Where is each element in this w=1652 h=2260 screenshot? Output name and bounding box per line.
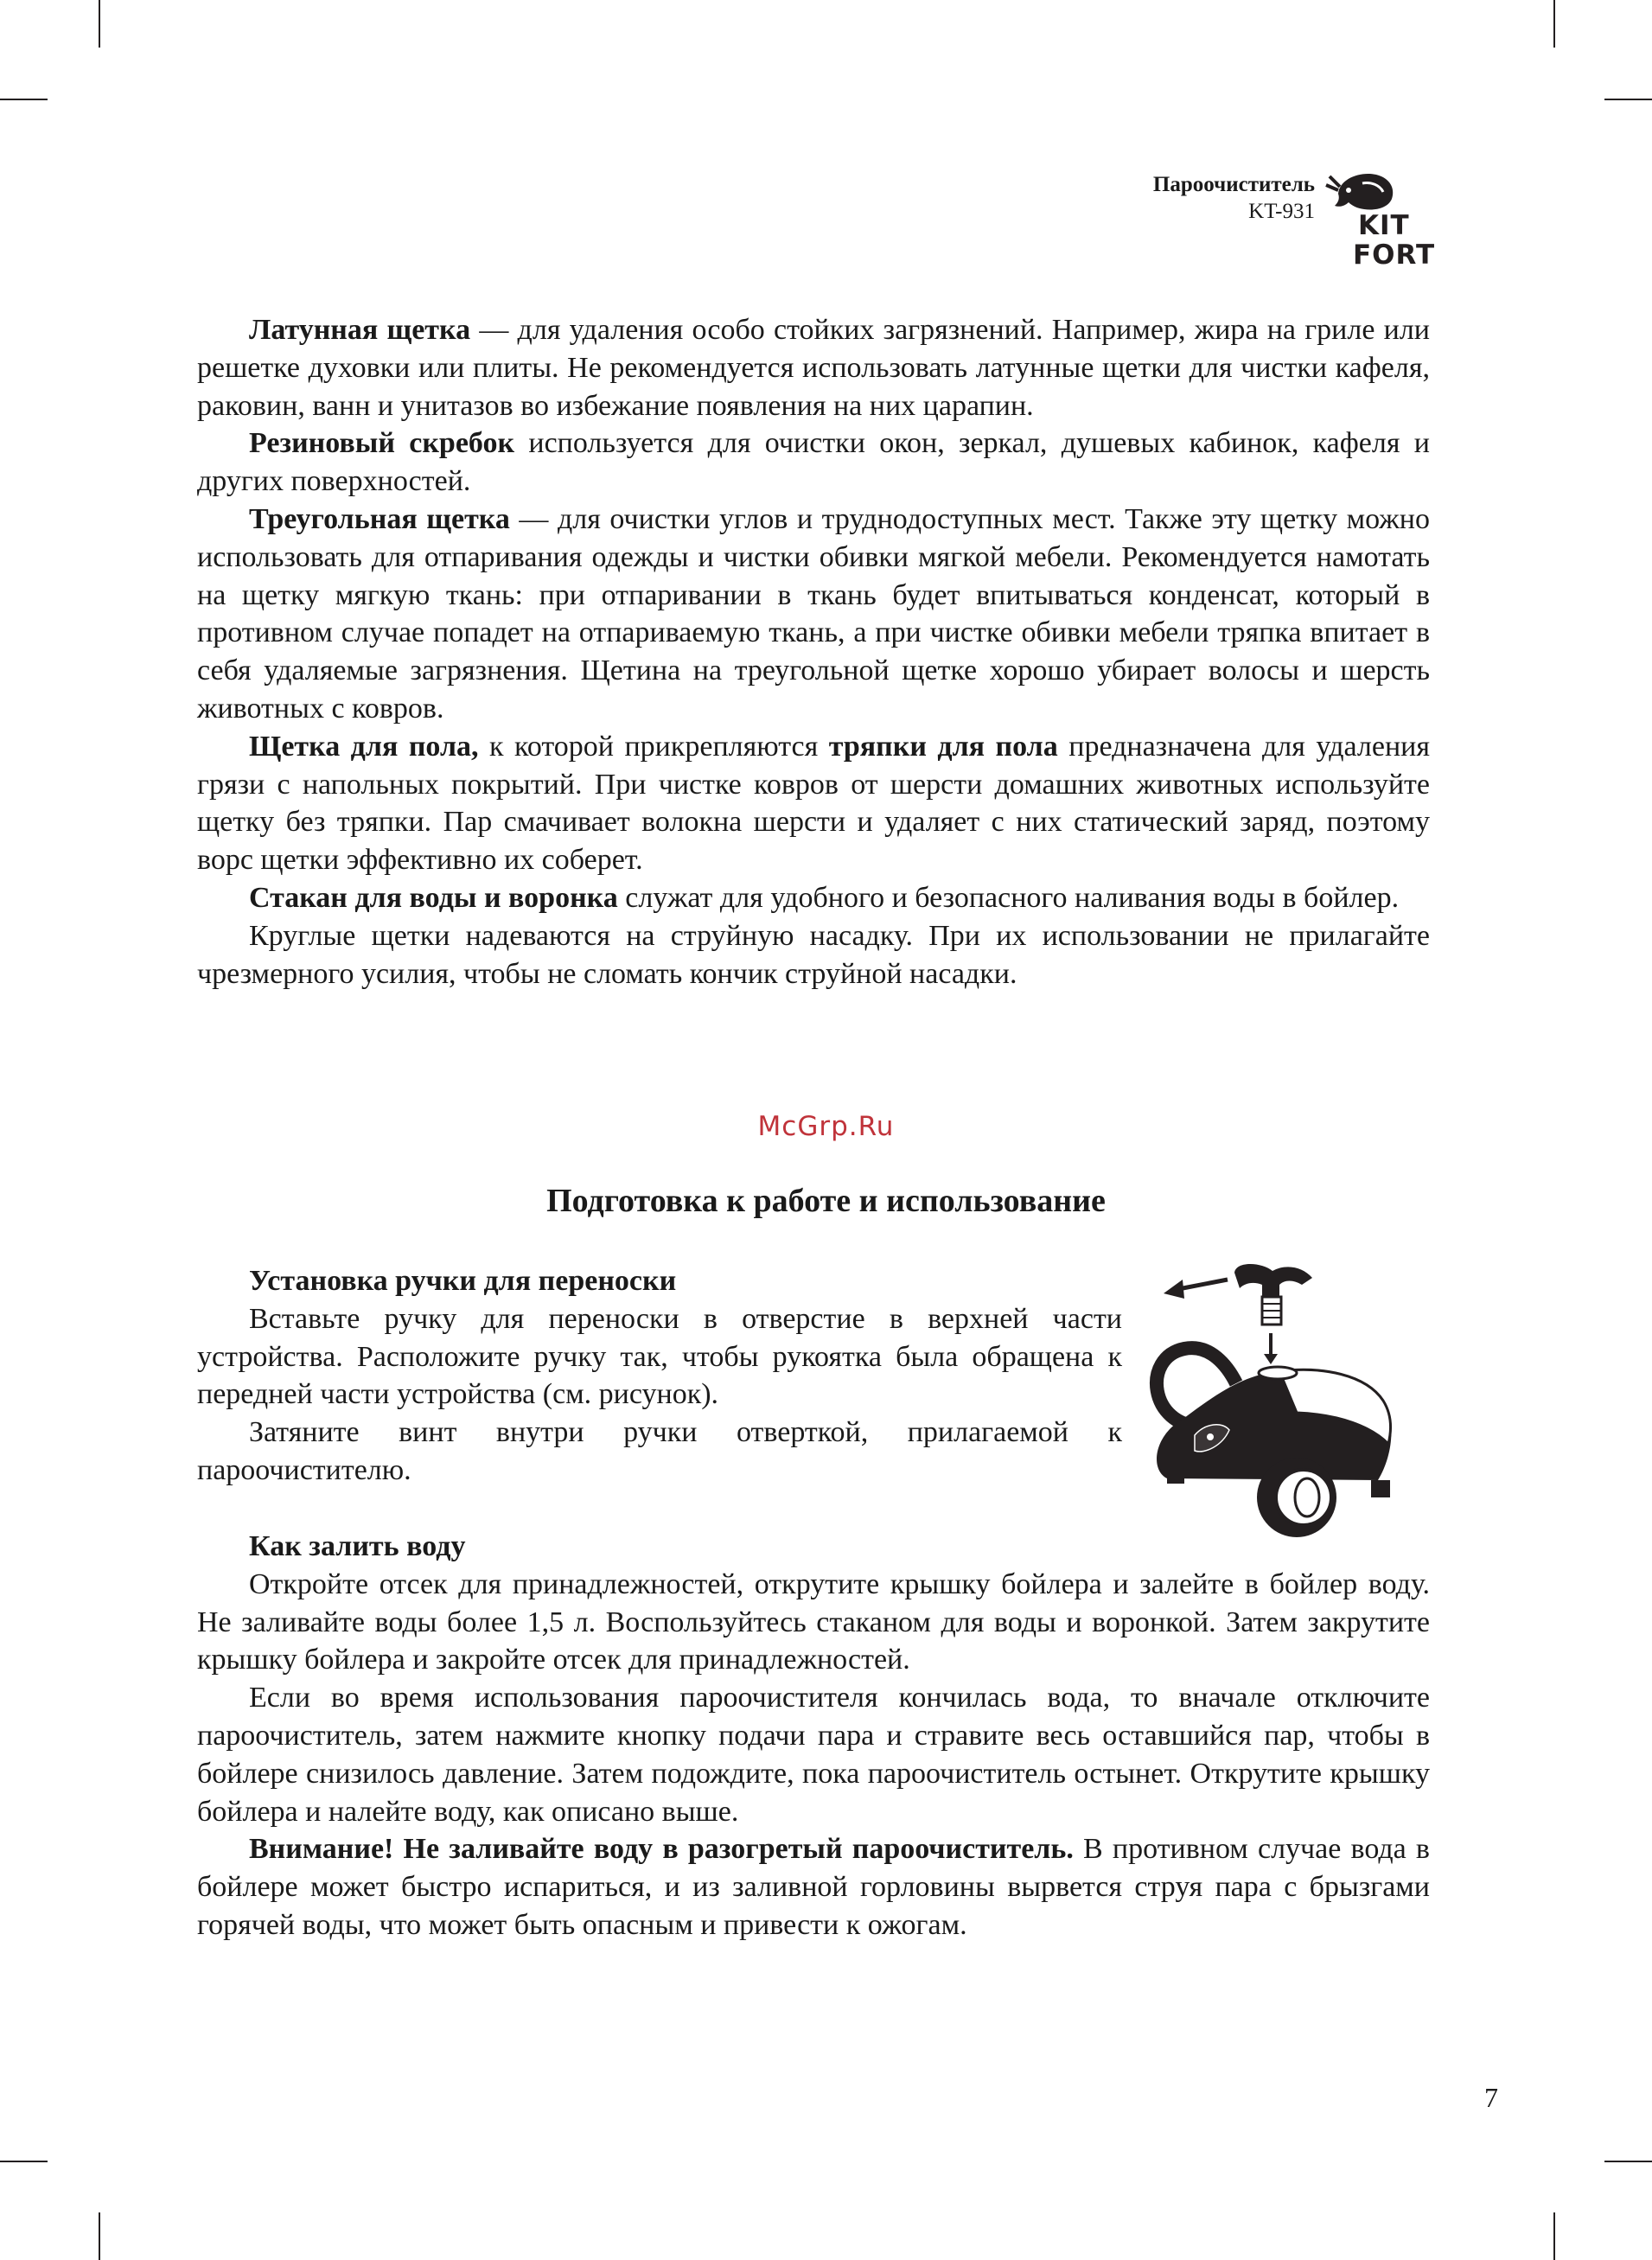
bold-term: Треугольная щетка [249,502,510,535]
page-number: 7 [1484,2082,1498,2113]
crop-mark [0,99,48,100]
text-run: служат для удобного и безопасного наливания воды в бойлер. [617,881,1400,914]
header-product: Пароочиститель [1152,173,1315,196]
page-header [1153,171,1315,226]
text-run: предназначена для удаления грязи с напольных покрытий. При чистке ковров от шерсти домашних животных используйте щетку без тряпки. Пар смачивает волокна шерсти и удаляет с них статический заряд, поэтому ворс щетки эффективно их соберет. [197,730,1431,877]
crop-mark [99,2212,100,2260]
crop-mark [99,0,100,48]
paragraph [197,425,1430,501]
water-paragraphs [197,1566,1430,1944]
watermark[interactable]: McGrp.Ru [757,1111,895,1142]
water-heading: Как залить воду [249,1530,466,1562]
logo-line-1: KIT [1358,210,1410,241]
bold-term: Резиновый скребок [249,427,515,460]
bold-term: тряпки для пола [828,730,1058,763]
crop-mark [1553,0,1555,48]
text-run: используется для очистки окон, зеркал, душевых кабинок, кафеля и других поверхностей. [197,427,1430,498]
text-run: Откройте отсек для принадлежностей, открутите крышку бойлера и залейте в бойлер воду. Не заливайте воды более 1,5 л. Воспользуйтесь стаканом для воды и воронкой. Затем закрутите крышку бойлера и закройте отсек для принадлежностей. [197,1567,1430,1676]
crop-mark [0,2161,48,2162]
intro-text [197,311,1430,993]
text-run: — для очистки углов и труднодоступных мест. Также эту щетку можно использовать для отпаривания одежды и чистки обивки мягкой мебели. Рекомендуется намотать на щетку мягкую ткань: при отпаривании в ткань будет впитываться конденсат, который в противном случае попадет на отпариваемую ткань, а при чистке обивки мебели тряпка впитает в себя удаляемые загрязнения. Щетина на треугольной щетке хорошо убирает волосы и шерсть животных с ковров. [197,502,1430,725]
paragraph [197,728,1430,879]
paragraph [197,501,1430,728]
text-run: В противном случае вода в бойлере может быстро испариться, и из заливной горловины вырвется струя пара с брызгами горячей воды, что может быть опасным и привести к ожогам. [197,1833,1430,1941]
crop-mark [1604,99,1652,100]
text-run: к которой прикрепляются [478,730,829,763]
bold-term: Латунная щетка [249,314,471,346]
crop-mark [1604,2161,1652,2162]
paragraph [197,1300,1122,1414]
paragraph [197,1566,1430,1679]
water-section [197,1528,1430,1944]
bold-term: Стакан для воды и воронка [249,881,618,914]
bold-term: Щетка для пола, [249,730,479,763]
bold-term: Внимание! Не заливайте воду в разогретый пароочиститель. [249,1833,1074,1866]
crop-mark [1553,2212,1555,2260]
handle-section [197,1262,1122,1490]
paragraph [197,1679,1430,1830]
kitfort-logo-text [1353,211,1435,270]
text-run: — для удаления особо стойких загрязнений. Например, жира на гриле или решетке духовки или плиты. Не рекомендуется использовать латунные щетки для чистки кафеля, раковин, ванн и унитазов во избежание появления на них царапин. [197,314,1431,422]
header-model: KT-931 [1248,200,1315,224]
steam-cleaner-illustration [1132,1254,1444,1565]
text-run: Круглые щетки надеваются на струйную насадку. При их использовании не прилагайте чрезмерного усилия, чтобы не сломать кончик струйной насадки. [197,919,1430,990]
text-run: Если во время использования пароочистителя кончилась вода, то вначале отключите пароочиститель, затем нажмите кнопку подачи пара и стравите весь оставшийся пар, чтобы в бойлере снизилось давление. Затем подождите, пока пароочиститель остынет. Открутите крышку бойлера и налейте воду, как описано выше. [197,1682,1430,1828]
text-run: Вставьте ручку для переноски в отверстие в верхней части устройства. Расположите ручку так, чтобы рукоятка была обращена к передней части устройства (см. рисунок). [197,1302,1122,1411]
paragraph [197,879,1430,917]
logo-line-2: FORT [1353,239,1436,271]
paragraph [197,1414,1122,1490]
text-run: Затяните винт внутри ручки отверткой, прилагаемой к пароочистителю. [197,1416,1122,1486]
paragraph [197,311,1430,425]
handle-heading: Установка ручки для переноски [249,1265,677,1297]
handle-paragraphs [197,1300,1122,1490]
paragraph [197,917,1430,993]
paragraph [197,1830,1430,1944]
section-title: Подготовка к работе и использование [546,1183,1106,1219]
